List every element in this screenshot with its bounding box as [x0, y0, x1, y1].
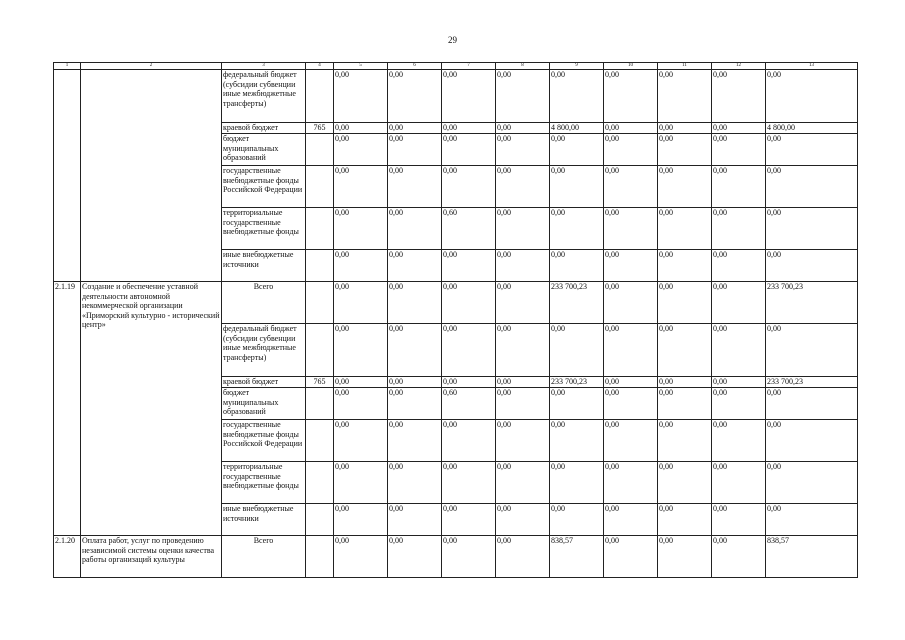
- amount-cell: 0,00: [496, 250, 550, 282]
- amount-cell: 0,00: [442, 70, 496, 123]
- column-number-9: 9: [550, 63, 604, 70]
- budget-code: 765: [306, 123, 334, 134]
- amount-cell: 0,00: [334, 462, 388, 504]
- funding-source: Всего: [222, 282, 306, 324]
- amount-cell: 0,00: [604, 388, 658, 420]
- item-name: Создание и обеспечение уставной деятельности автономной некоммерческой организации «Приморский культурно - исторический центр»: [81, 282, 222, 536]
- table-row: [54, 282, 858, 324]
- column-number-7: 7: [442, 63, 496, 70]
- amount-cell: 0,60: [442, 388, 496, 420]
- amount-cell: 0,00: [550, 166, 604, 208]
- amount-cell: 0,00: [604, 462, 658, 504]
- column-number-1: 1: [54, 63, 81, 70]
- amount-cell: 0,00: [388, 250, 442, 282]
- amount-cell: 0,00: [604, 324, 658, 377]
- funding-source: краевой бюджет: [222, 123, 306, 134]
- amount-cell: 0,00: [388, 324, 442, 377]
- amount-cell: 0,00: [442, 166, 496, 208]
- amount-cell: 0,00: [712, 388, 766, 420]
- amount-cell: 0,00: [334, 134, 388, 166]
- amount-cell: 0,00: [658, 462, 712, 504]
- amount-cell: 0,00: [334, 282, 388, 324]
- amount-cell: 0,00: [712, 504, 766, 536]
- amount-cell: 0,00: [712, 208, 766, 250]
- item-number: 2.1.19: [54, 282, 81, 536]
- amount-cell: 0,00: [388, 420, 442, 462]
- amount-cell: 0,00: [766, 70, 858, 123]
- amount-cell: 0,00: [496, 462, 550, 504]
- amount-cell: 0,00: [766, 420, 858, 462]
- amount-cell: 0,00: [442, 462, 496, 504]
- amount-cell: 0,00: [766, 462, 858, 504]
- column-number-3: 3: [222, 63, 306, 70]
- amount-cell: 0,00: [604, 123, 658, 134]
- amount-cell: 0,00: [604, 377, 658, 388]
- amount-cell: 0,00: [496, 420, 550, 462]
- budget-code: 765: [306, 377, 334, 388]
- amount-cell: 0,00: [658, 377, 712, 388]
- amount-cell: 0,00: [550, 134, 604, 166]
- amount-cell: 0,00: [388, 70, 442, 123]
- funding-source: краевой бюджет: [222, 377, 306, 388]
- funding-source: Всего: [222, 536, 306, 578]
- amount-cell: 0,00: [550, 504, 604, 536]
- amount-cell: 0,00: [550, 70, 604, 123]
- funding-source: государственные внебюджетные фонды Российской Федерации: [222, 166, 306, 208]
- column-number-10: 10: [604, 63, 658, 70]
- amount-cell: 233 700,23: [550, 282, 604, 324]
- amount-cell: 0,00: [442, 536, 496, 578]
- funding-source: иные внебюджетные источники: [222, 250, 306, 282]
- amount-cell: 0,00: [604, 208, 658, 250]
- amount-cell: 0,00: [550, 208, 604, 250]
- amount-cell: 0,00: [658, 420, 712, 462]
- amount-cell: 0,00: [388, 134, 442, 166]
- amount-cell: 0,00: [334, 504, 388, 536]
- budget-code: [306, 324, 334, 377]
- amount-cell: 0,00: [658, 123, 712, 134]
- amount-cell: 0,00: [712, 420, 766, 462]
- budget-code: [306, 420, 334, 462]
- funding-source: иные внебюджетные источники: [222, 504, 306, 536]
- amount-cell: 4 800,00: [550, 123, 604, 134]
- amount-cell: 0,00: [712, 377, 766, 388]
- budget-code: [306, 388, 334, 420]
- amount-cell: 0,00: [334, 388, 388, 420]
- amount-cell: 0,00: [388, 388, 442, 420]
- amount-cell: 0,00: [712, 324, 766, 377]
- column-number-row: [54, 63, 858, 70]
- amount-cell: 0,00: [658, 388, 712, 420]
- amount-cell: 0,00: [496, 282, 550, 324]
- amount-cell: 0,00: [388, 123, 442, 134]
- column-number-13: 13: [766, 63, 858, 70]
- amount-cell: 0,00: [658, 536, 712, 578]
- amount-cell: 0,00: [604, 250, 658, 282]
- column-number-12: 12: [712, 63, 766, 70]
- amount-cell: 0,00: [334, 208, 388, 250]
- amount-cell: 4 800,00: [766, 123, 858, 134]
- amount-cell: 0,00: [712, 70, 766, 123]
- amount-cell: 0,00: [334, 324, 388, 377]
- amount-cell: 0,00: [496, 377, 550, 388]
- amount-cell: 0,00: [388, 462, 442, 504]
- funding-source: федеральный бюджет (субсидии субвенции иные межбюджетные трансферты): [222, 70, 306, 123]
- page-number: 29: [448, 35, 457, 45]
- amount-cell: 0,00: [388, 377, 442, 388]
- amount-cell: 0,00: [658, 134, 712, 166]
- amount-cell: 0,00: [550, 250, 604, 282]
- amount-cell: 0,00: [496, 504, 550, 536]
- amount-cell: 0,00: [658, 208, 712, 250]
- amount-cell: 0,00: [442, 377, 496, 388]
- amount-cell: 0,00: [604, 282, 658, 324]
- amount-cell: 0,00: [658, 250, 712, 282]
- table-row: [54, 70, 858, 123]
- amount-cell: 0,00: [388, 166, 442, 208]
- amount-cell: 0,00: [712, 282, 766, 324]
- amount-cell: 0,00: [388, 208, 442, 250]
- amount-cell: 0,00: [442, 324, 496, 377]
- amount-cell: 0,00: [334, 166, 388, 208]
- amount-cell: 0,00: [766, 250, 858, 282]
- budget-code: [306, 134, 334, 166]
- item-name: Оплата работ, услуг по проведению независимой системы оценки качества работы организаций культуры: [81, 536, 222, 578]
- amount-cell: 0,00: [604, 536, 658, 578]
- amount-cell: 0,00: [604, 420, 658, 462]
- amount-cell: 0,00: [334, 377, 388, 388]
- amount-cell: 0,00: [388, 282, 442, 324]
- amount-cell: 0,00: [388, 504, 442, 536]
- column-number-8: 8: [496, 63, 550, 70]
- budget-code: [306, 536, 334, 578]
- amount-cell: 0,00: [550, 388, 604, 420]
- column-number-2: 2: [81, 63, 222, 70]
- table-row: [54, 536, 858, 578]
- amount-cell: 0,00: [442, 282, 496, 324]
- amount-cell: 838,57: [766, 536, 858, 578]
- budget-code: [306, 462, 334, 504]
- amount-cell: 0,00: [496, 324, 550, 377]
- amount-cell: 0,00: [496, 166, 550, 208]
- item-number: 2.1.20: [54, 536, 81, 578]
- amount-cell: 0,00: [712, 123, 766, 134]
- amount-cell: 0,00: [604, 70, 658, 123]
- column-number-5: 5: [334, 63, 388, 70]
- column-number-11: 11: [658, 63, 712, 70]
- amount-cell: 0,00: [496, 208, 550, 250]
- item-number: [54, 70, 81, 282]
- amount-cell: 0,00: [388, 536, 442, 578]
- amount-cell: 0,00: [766, 166, 858, 208]
- amount-cell: 0,00: [334, 536, 388, 578]
- funding-source: территориальные государственные внебюджетные фонды: [222, 208, 306, 250]
- amount-cell: 0,00: [442, 420, 496, 462]
- amount-cell: 0,00: [550, 462, 604, 504]
- budget-code: [306, 504, 334, 536]
- funding-source: бюджет муниципальных образований: [222, 134, 306, 166]
- amount-cell: 0,00: [496, 134, 550, 166]
- amount-cell: 0,00: [496, 388, 550, 420]
- budget-table: [53, 62, 858, 578]
- budget-code: [306, 250, 334, 282]
- amount-cell: 0,00: [604, 166, 658, 208]
- amount-cell: 0,00: [442, 134, 496, 166]
- amount-cell: 0,60: [442, 208, 496, 250]
- amount-cell: 0,00: [604, 504, 658, 536]
- amount-cell: 0,00: [712, 462, 766, 504]
- funding-source: бюджет муниципальных образований: [222, 388, 306, 420]
- amount-cell: 233 700,23: [550, 377, 604, 388]
- amount-cell: 0,00: [496, 123, 550, 134]
- amount-cell: 0,00: [766, 388, 858, 420]
- budget-code: [306, 282, 334, 324]
- amount-cell: 0,00: [604, 134, 658, 166]
- column-number-6: 6: [388, 63, 442, 70]
- funding-source: государственные внебюджетные фонды Российской Федерации: [222, 420, 306, 462]
- column-number-4: 4: [306, 63, 334, 70]
- amount-cell: 0,00: [334, 70, 388, 123]
- amount-cell: 0,00: [766, 208, 858, 250]
- amount-cell: 233 700,23: [766, 282, 858, 324]
- amount-cell: 0,00: [334, 123, 388, 134]
- amount-cell: 0,00: [766, 324, 858, 377]
- item-name: [81, 70, 222, 282]
- funding-source: территориальные государственные внебюджетные фонды: [222, 462, 306, 504]
- amount-cell: 0,00: [712, 134, 766, 166]
- amount-cell: 0,00: [442, 250, 496, 282]
- amount-cell: 0,00: [766, 134, 858, 166]
- amount-cell: 0,00: [550, 420, 604, 462]
- amount-cell: 0,00: [712, 166, 766, 208]
- amount-cell: 0,00: [712, 250, 766, 282]
- amount-cell: 0,00: [658, 70, 712, 123]
- amount-cell: 0,00: [550, 324, 604, 377]
- amount-cell: 0,00: [712, 536, 766, 578]
- amount-cell: 838,57: [550, 536, 604, 578]
- amount-cell: 233 700,23: [766, 377, 858, 388]
- budget-code: [306, 208, 334, 250]
- budget-code: [306, 70, 334, 123]
- amount-cell: 0,00: [496, 70, 550, 123]
- amount-cell: 0,00: [442, 123, 496, 134]
- amount-cell: 0,00: [334, 250, 388, 282]
- amount-cell: 0,00: [658, 504, 712, 536]
- amount-cell: 0,00: [658, 282, 712, 324]
- amount-cell: 0,00: [442, 504, 496, 536]
- budget-code: [306, 166, 334, 208]
- amount-cell: 0,00: [658, 166, 712, 208]
- amount-cell: 0,00: [334, 420, 388, 462]
- amount-cell: 0,00: [766, 504, 858, 536]
- amount-cell: 0,00: [496, 536, 550, 578]
- funding-source: федеральный бюджет (субсидии субвенции иные межбюджетные трансферты): [222, 324, 306, 377]
- amount-cell: 0,00: [658, 324, 712, 377]
